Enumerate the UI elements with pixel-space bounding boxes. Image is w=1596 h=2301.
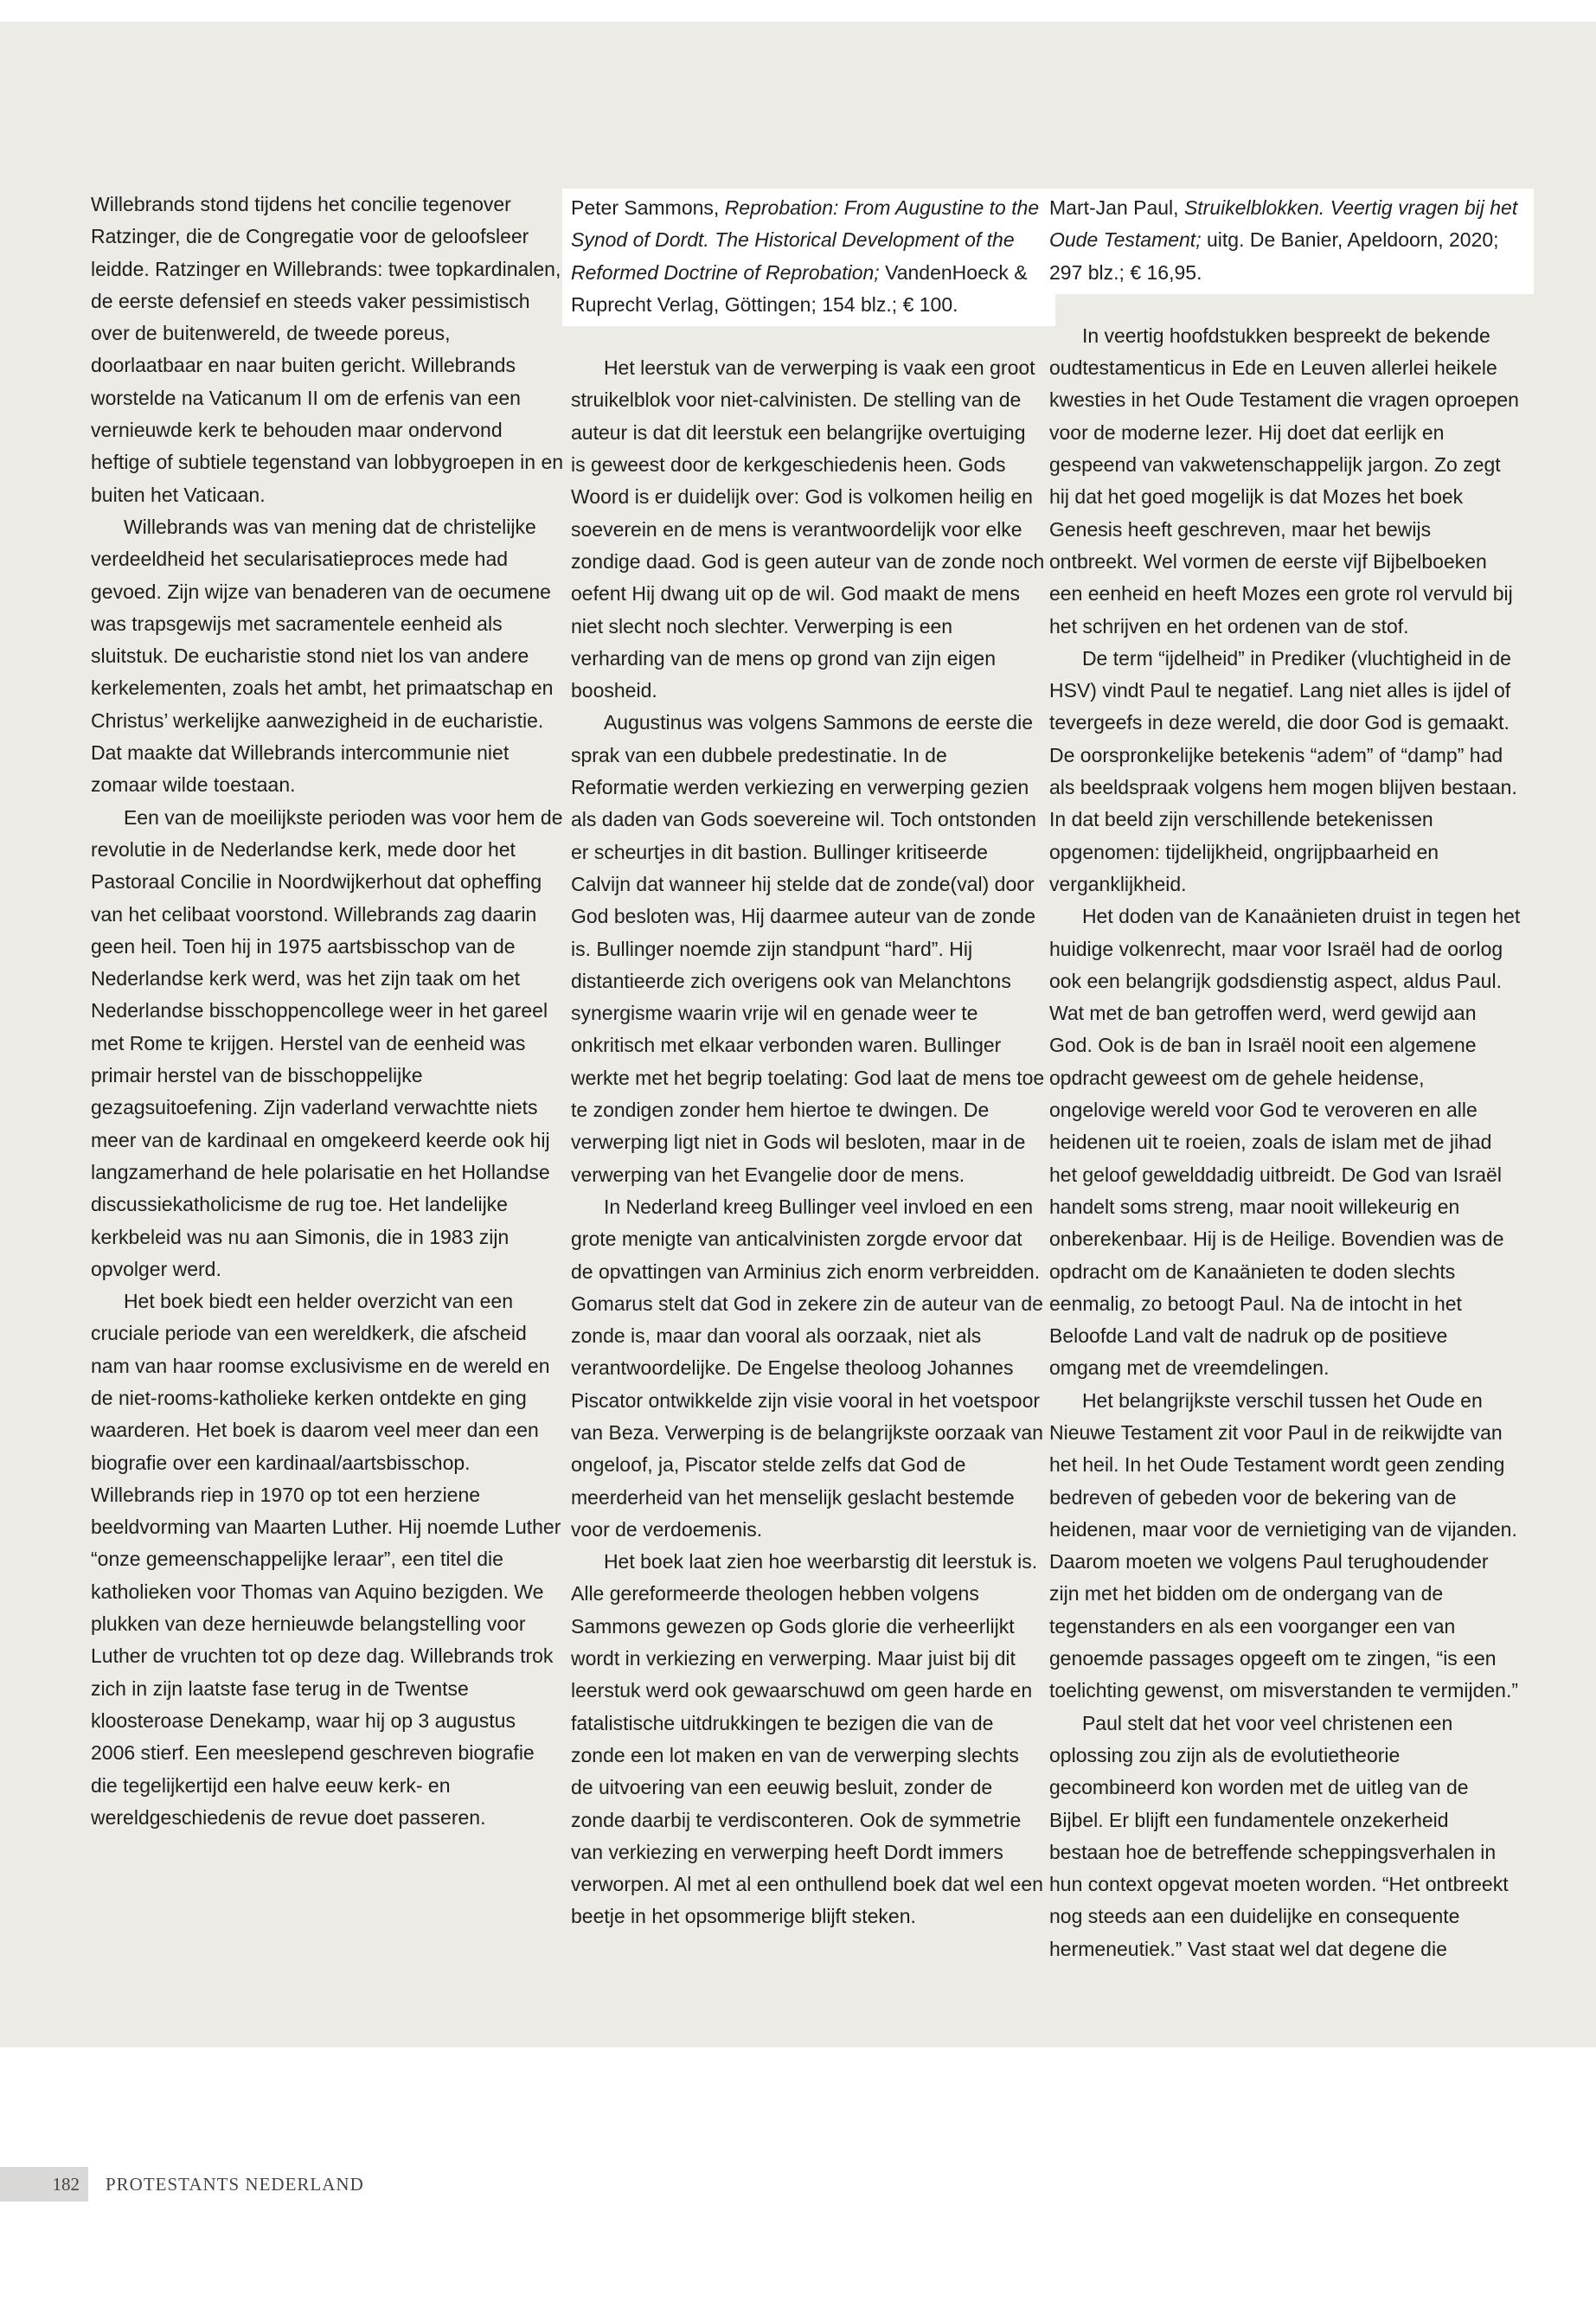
running-head: PROTESTANTS NEDERLAND — [106, 2174, 364, 2195]
paragraph: Het boek biedt een helder overzicht van een cruciale periode van een wereldkerk, die afscheid nam van haar roomse exclusivisme en de wereld en de niet-rooms-katholieke kerken ontdekte en ging waarderen. Het boek is daarom veel meer dan een biografie over een kardinaal/aartsbisschop. Willebrands riep in 1970 op tot een herziene beeldvorming van Maarten Luther. Hij noemde Luther “onze gemeenschappelijke leraar”, een titel die katholieken voor Thomas van Aquino bezigden. We plukken van deze hernieuwde belangstelling voor Luther de vruchten tot op deze dag. Willebrands trok zich in zijn laatste fase terug in de Twentse kloosteroase Denekamp, waar hij op 3 augustus 2006 stierf. Een meeslepend geschreven biografie die tegelijkertijd een halve eeuw kerk- en wereldgeschiedenis de revue doet passeren. — [91, 1290, 561, 1829]
paragraph: Het boek laat zien hoe weerbarstig dit leerstuk is. Alle gereformeerde theologen hebben volgens Sammons gewezen op Gods glorie die verheerlijkt wordt in verkiezing en verwerping. Maar juist bij dit leerstuk werd ook gewaarschuwd om geen harde en fatalistische uitdrukkingen te bezigen die van de zonde een lot maken en van de verwerping slechts de uitvoering van een eeuwig besluit, zonder de zonde daarbij te verdisconteren. Ook de symmetrie van verkiezing en verwerping heeft Dordt immers verworpen. Al met al een onthullend boek dat wel een beetje in het opsommerige blijft steken. — [571, 1550, 1043, 1928]
paragraph: In veertig hoofdstukken bespreekt de bekende oudtestamenticus in Ede en Leuven allerlei heikele kwesties in het Oude Testament die vragen oproepen voor de moderne lezer. Hij doet dat eerlijk en gespeend van vakwetenschappelijk jargon. Zo zegt hij dat het goed mogelijk is dat Mozes het boek Genesis heeft geschreven, maar het bewijs ontbreekt. Wel vormen de eerste vijf Bijbelboeken een eenheid en heeft Mozes een grote rol vervuld bij het schrijven en het ordenen van de stof. — [1049, 324, 1519, 638]
paragraph: Paul stelt dat het voor veel christenen een oplossing zou zijn als de evolutietheorie gecombineerd kon worden met de uitleg van de Bijbel. Er blijft een fundamentele onzekerheid bestaan hoe de betreffende scheppingsverhalen in hun context opgevat moeten worden. “Het ontbreekt nog steeds aan een duidelijke en consequente hermeneutiek.” Vast staat wel dat degene die — [1049, 1711, 1509, 1960]
column-2 — [571, 189, 1045, 1933]
paragraph: Willebrands was van mening dat de christelijke verdeeldheid het secularisatieproces mede had gevoed. Zijn wijze van benaderen van de oecumene was trapsgewijs met sacramentele eenheid als sluitstuk. De eucharistie stond niet los van andere kerkelementen, zoals het ambt, het primaatschap en Christus’ werkelijke aanwezigheid in de eucharistie. Dat maakte dat Willebrands intercommunie niet zomaar wilde toestaan. — [91, 515, 554, 797]
book-details: VandenHoeck & Ruprecht Verlag, Göttingen; 154 blz.; € 100. — [571, 260, 1028, 316]
paragraph: Augustinus was volgens Sammons de eerste die sprak van een dubbele predestinatie. In de Reformatie werden verkiezing en verwerping gezien als daden van Gods soevereine wil. Toch ontstonden er scheurtjes in dit bastion. Bullinger kritiseerde Calvijn dat wanneer hij stelde dat de zonde(val) door God besloten was, Hij daarmee auteur van de zonde is. Bullinger noemde zijn standpunt “hard”. Hij distantieerde zich overigens ook van Melanchtons synergisme waarin vrije wil en genade weer te onkritisch met elkaar verbonden waren. Bullinger werkte met het begrip toelating: God laat de mens toe te zondigen zonder hem hiertoe te dwingen. De verwerping ligt niet in Gods wil besloten, maar in de verwerping van het Evangelie door de mens. — [571, 711, 1045, 1186]
column-3 — [1049, 189, 1523, 1965]
paragraph: De term “ijdelheid” in Prediker (vluchtigheid in de HSV) vindt Paul te negatief. Lang niet alles is ijdel of tevergeefs in deze wereld, die door God is gemaakt. De oorspronkelijke betekenis “adem” of “damp” had als beeldspraak volgens hem mogen blijven bestaan. In dat beeld zijn verschillende betekenissen opgenomen: tijdelijkheid, ongrijpbaarheid en verganklijkheid. — [1049, 646, 1517, 895]
paragraph: In Nederland kreeg Bullinger veel invloed en een grote menigte van anticalvinisten zorgde ervoor dat de opvattingen van Arminius zich enorm verbreidden. Gomarus stelt dat God in zekere zin de auteur van de zonde is, maar dan vooral als oorzaak, niet als verantwoordelijke. De Engelse theoloog Johannes Piscator ontwikkelde zijn visie vooral in het voetspoor van Beza. Verwerping is de belangrijkste oorzaak van ongeloof, ja, Piscator stelde zelfs dat God de meerderheid van het menselijk geslacht bestemde voor de verdoemenis. — [571, 1195, 1043, 1541]
paragraph: Het leerstuk van de verwerping is vaak een groot struikelblok voor niet-calvinisten. De stelling van de auteur is dat dit leerstuk een belangrijke overtuiging is geweest door de kerkgeschiedenis heen. Gods Woord is er duidelijk over: God is volkomen heilig en soeverein en de mens is verantwoordelijk voor elke zondige daad. God is geen auteur van de zonde noch oefent Hij dwang uit op de wil. God maakt de mens niet slecht noch slechter. Verwerping is een verharding van de mens op grond van zijn eigen boosheid. — [571, 356, 1045, 702]
book-author: Mart-Jan Paul, — [1049, 196, 1184, 219]
paragraph: Het doden van de Kanaänieten druist in tegen het huidige volkenrecht, maar voor Israël had de oorlog ook een belangrijk godsdienstig aspect, aldus Paul. Wat met de ban getroffen werd, werd gewijd aan God. Ook is de ban in Israël nooit een algemene opdracht geweest om de gehele heidense, ongelovige wereld voor God te veroveren en alle heidenen uit te roeien, zoals de islam met de jihad het geloof gewelddadig uitbreidt. De God van Israël handelt soms streng, maar nooit willekeurig en onberekenbaar. Hij is de Heilige. Bovendien was de opdracht om de Kanaänieten te doden slechts eenmalig, zo betoogt Paul. Na de intocht in het Beloofde Land valt de nadruk op de positieve omgang met de vreemdelingen. — [1049, 905, 1521, 1380]
column-1 — [91, 189, 565, 1834]
paragraph: Een van de moeilijkste perioden was voor hem de revolutie in de Nederlandse kerk, mede door het Pastoraal Concilie in Noordwijkerhout dat opheffing van het celibaat voorstond. Willebrands zag daarin geen heil. Toen hij in 1975 aartsbisschop van de Nederlandse kerk werd, was het zijn taak om het Nederlandse bisschoppencollege weer in het gareel met Rome te krijgen. Herstel van de eenheid was primair herstel van de bisschoppelijke gezagsuitoefening. Zijn vaderland verwachtte niets meer van de kardinaal en omgekeerd keerde ook hij langzamerhand de hele polarisatie en het Hollandse discussiekatholicisme de rug toe. Het landelijke kerkbeleid was nu aan Simonis, die in 1983 zijn opvolger werd. — [91, 805, 563, 1280]
book-details: uitg. De Banier, Apeldoorn, 2020; 297 blz.; € 16,95. — [1049, 228, 1499, 284]
page-footer — [0, 2167, 606, 2202]
book-title: Reprobation: From Augustine to the Synod of Dordt. The Historical Development of the Reformed Doctrine of Reprobation; — [571, 196, 1040, 284]
book-title: Struikelblokken. Veertig vragen bij het Oude Testament; — [1049, 196, 1518, 252]
book-reference-box — [1041, 189, 1534, 294]
page-panel — [0, 22, 1596, 2048]
book-reference-box — [562, 189, 1055, 326]
paragraph: Het belangrijkste verschil tussen het Oude en Nieuwe Testament zit voor Paul in de reikwijdte van het heil. In het Oude Testament wordt geen zending bedreven of gebeden voor de bekering van de heidenen, maar voor de vernietiging van de vijanden. Daarom moeten we volgens Paul terughoudender zijn met het bidden om de ondergang van de tegenstanders en als een voorganger een van genoemde passages opgeeft om te zingen, “is een toelichting gewenst, om misverstanden te vermijden.” — [1049, 1388, 1519, 1702]
page-number: 182 — [0, 2167, 88, 2202]
paragraph: Willebrands stond tijdens het concilie tegenover Ratzinger, die de Congregatie voor de geloofsleer leidde. Ratzinger en Willebrands: twee topkardinalen, de eerste defensief en steeds vaker pessimistisch over de buitenwereld, de tweede poreus, doorlaatbaar en naar buiten gericht. Willebrands worstelde na Vaticanum II om de erfenis van een vernieuwde kerk te behouden maar ondervond heftige of subtiele tegenstand van lobbygroepen in en buiten het Vaticaan. — [91, 193, 564, 506]
book-author: Peter Sammons, — [571, 196, 725, 219]
